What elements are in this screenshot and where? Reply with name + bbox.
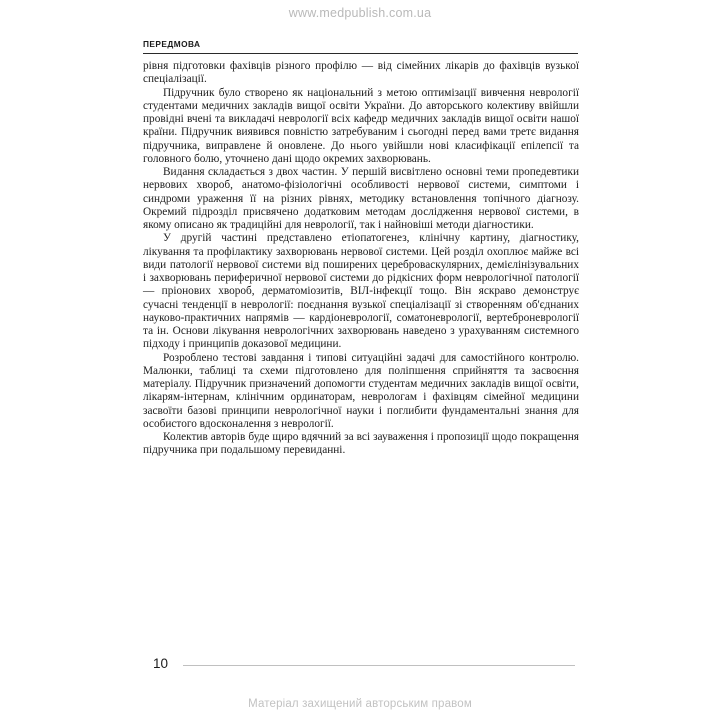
page-number: 10 [153, 656, 169, 671]
paragraph-continuation: рівня підготовки фахівців різного профілю — від сімейних лікарів до фахівців вузької спеціалізації. [143, 60, 579, 86]
paragraph-acknowledgement: Колектив авторів буде щиро вдячний за всі зауваження і пропозиції щодо покращення підручника при подальшому перевиданні. [143, 431, 579, 457]
running-head-label: ПЕРЕДМОВА [143, 39, 201, 49]
site-url-watermark: www.medpublish.com.ua [288, 6, 432, 20]
paragraph-second-part: У другій частині представлено етіопатогенез, клінічну картину, діагностику, лікування та профілактику захворювань нервової системи. Цей розділ охоплює майже всі види патології нервової системи від поширених цереброваскулярних, демієлінізувальних і захворювань периферичної нервової системи до рідкісних форм неврологічної патології — пріонових хвороб, дерматоміозитів, ВІЛ-інфекції тощо. Він яскраво демонструє сучасні тенденції в неврології: поєднання вузької спеціалізації зі створенням об'єднаних науково-практичних напрямів — кардіоневрології, соматоневрології, вертеброневрології та ін. Основи лікування неврологічних захворювань наведено з урахуванням системного підходу і принципів доказової медицини. [143, 232, 579, 351]
paragraph-textbook-created: Підручник було створено як національний з метою оптимізації вивчення неврології студентами медичних закладів вищої освіти України. До авторського колективу ввійшли провідні вчені та викладачі неврології всіх кафедр медичних закладів вищої освіти нашої країни. Підручник виявився повністю затребуваним і сьогодні перед вами третє видання підручника, виправлене й оновлене. До нього увійшли нові класифікації епілепсії та головного болю, уточнено дані щодо окремих захворювань. [143, 86, 579, 165]
copyright-notice-watermark: Матеріал захищений авторським правом [248, 698, 472, 710]
paragraph-two-parts: Видання складається з двох частин. У першій висвітлено основні теми пропедевтики нервових хвороб, анатомо-фізіологічні особливості нервової системи, симптоми і синдроми ураження її на різних рівнях, методику встановлення топічного діагнозу. Окремий підрозділ присвячено додатковим методам дослідження нервової системи, в якому описано як традиційні для неврології, так і найновіші методи діагностики. [143, 166, 579, 231]
running-head [143, 39, 578, 49]
header-divider [143, 53, 578, 54]
footer-divider [183, 665, 575, 666]
paragraph-tests: Розроблено тестові завдання і типові ситуаційні задачі для самостійного контролю. Малюнки, таблиці та схеми підготовлено для поліпшення сприйняття та засвоєння матеріалу. Підручник призначений допомогти студентам медичних закладів вищої освіти, лікарям-інтернам, клінічним ординаторам, неврологам і фахівцям сімейної медицини засвоїти базові принципи неврологічної науки і поглибити фундаментальні знання для особистого вдосконалення з неврології. [143, 351, 579, 430]
page-footer [143, 656, 579, 678]
body-text-block [143, 60, 579, 458]
